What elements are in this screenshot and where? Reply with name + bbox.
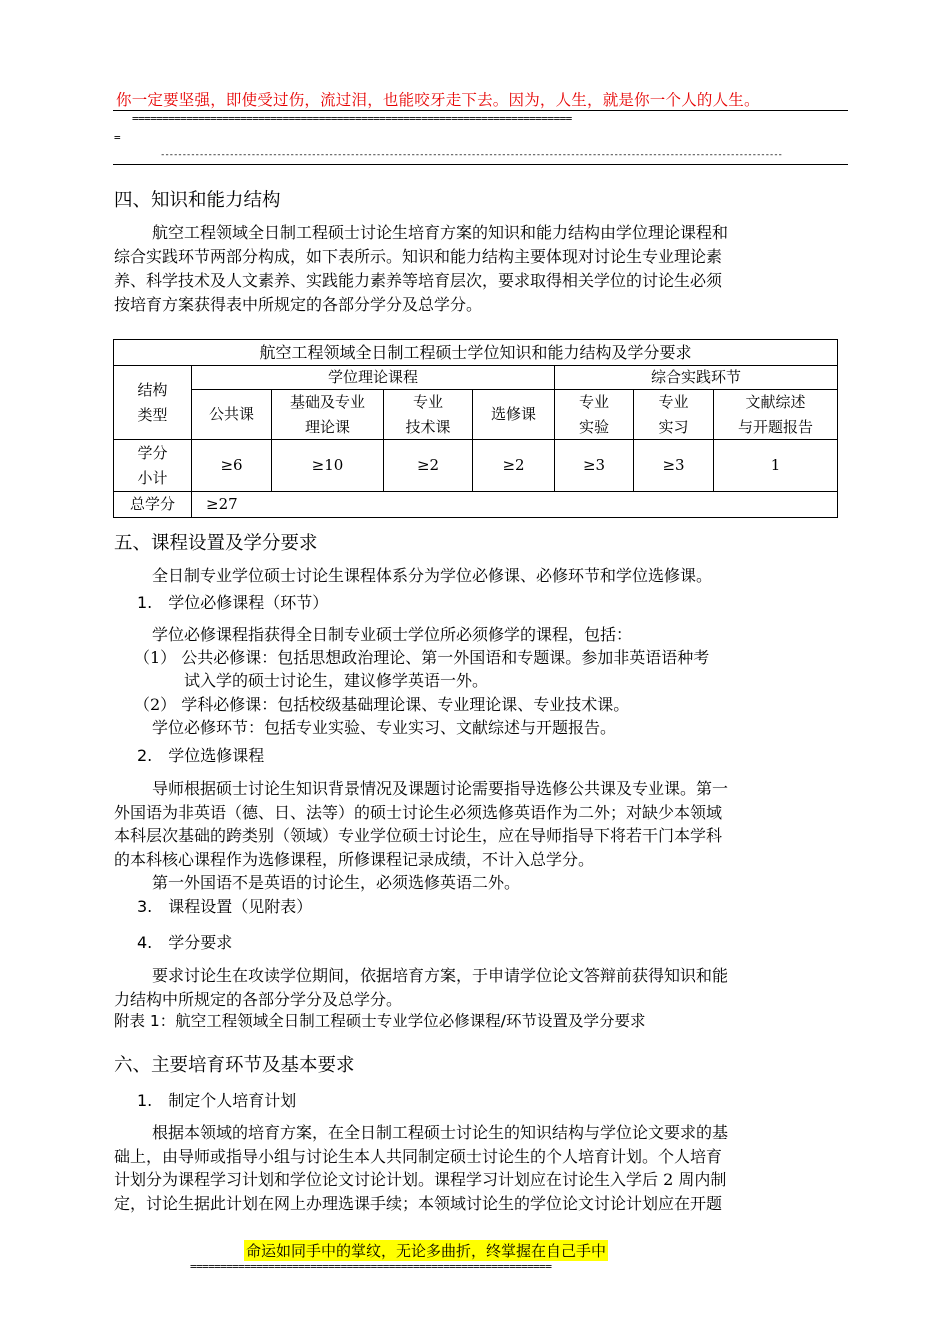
section4-para-line: 按培育方案获得表中所规定的各部分学分及总学分。 [114, 295, 483, 314]
table-cell-credit: ≥3 [555, 440, 634, 492]
table-cell-total: ≥27 [206, 495, 238, 513]
section4-para-line: 养、科学技术及人文素养、实践能力素养等培育层次，要求取得相关学位的讨论生必须 [114, 271, 723, 290]
table-cell-credit: ≥2 [473, 440, 555, 492]
section5-sub4-line: 要求讨论生在攻读学位期间，依据培育方案，于申请学位论文答辩前获得知识和能 [152, 966, 729, 985]
header-bottom-rule [113, 164, 848, 165]
section5-sub1-line: 试入学的硕士讨论生，建议修学英语一外。 [184, 671, 489, 690]
table-cell-credit: ≥6 [192, 440, 272, 492]
table-col-header: 公共课 [192, 390, 272, 440]
section4-para-line: 综合实践环节两部分构成，如下表所示。知识和能力结构主要体现对讨论生专业理论素 [114, 247, 723, 266]
section5-sub1-line: 学位必修课程指获得全日制专业硕士学位所必须修学的课程，包括： [152, 625, 633, 644]
section6-para-line: 根据本领域的培育方案，在全日制工程硕士讨论生的知识结构与学位论文要求的基 [152, 1123, 729, 1142]
section5-sub2-line: 的本科核心课程作为选修课程，所修课程记录成绩，不计入总学分。 [114, 850, 595, 869]
section5-sub1-line: （2） 学科必修课：包括校级基础理论课、专业理论课、专业技术课。 [134, 695, 630, 714]
footer-motto: 命运如同手中的掌纹，无论多曲折，终掌握在自己手中 [246, 1242, 607, 1260]
header-dash-line: ------------------------------------------------------------------------------------------------------------------------------------------------ [160, 150, 782, 160]
table-cell-credit: ≥3 [634, 440, 714, 492]
section6-title: 六、主要培育环节及基本要求 [114, 1055, 355, 1076]
table-col-header: 专业 实习 [634, 390, 714, 440]
footer-equals-line: ============================================================ [190, 1260, 552, 1273]
table-row-header-type: 结构 类型 [114, 366, 192, 440]
section5-sub2-line: 外国语为非英语（德、日、法等）的硕士讨论生必须选修英语作为二外；对缺少本领域 [114, 803, 723, 822]
section5-sub1-line: （1） 公共必修课：包括思想政治理论、第一外国语和专题课。参加非英语语种考 [134, 648, 710, 667]
section5-sub2-line: 本科层次基础的跨类别（领域）专业学位硕士讨论生，应在导师指导下将若干门本学科 [114, 826, 723, 845]
table-row-label-total: 总学分 [114, 492, 192, 517]
header-equals-tail: = [114, 131, 121, 144]
table-group-theory: 学位理论课程 [192, 366, 555, 390]
section6-para-line: 计划分为课程学习计划和学位论文讨论计划。课程学习计划应在讨论生入学后 2 周内制 [114, 1170, 727, 1189]
table-group-practice: 综合实践环节 [555, 366, 837, 390]
section4-para-line: 航空工程领域全日制工程硕士讨论生培育方案的知识和能力结构由学位理论课程和 [152, 223, 729, 242]
section5-sub1-heading: 1. 学位必修课程（环节） [137, 593, 329, 612]
table-cell-credit: ≥2 [384, 440, 473, 492]
table-row-label-credit: 学分 小计 [114, 440, 192, 492]
section5-sub3-heading: 3. 课程设置（见附表） [137, 897, 313, 916]
header-rule [113, 110, 848, 111]
header-equals-line: ========================================================================= [132, 112, 572, 125]
section5-sub4-line: 力结构中所规定的各部分学分及总学分。 [114, 990, 403, 1009]
section5-sub2-line: 第一外国语不是英语的讨论生，必须选修英语二外。 [152, 873, 521, 892]
table-col-header: 基础及专业 理论课 [272, 390, 384, 440]
table-cell-credit: ≥10 [272, 440, 384, 492]
section5-sub2-heading: 2. 学位选修课程 [137, 746, 265, 765]
section6-para-line: 定，讨论生据此计划在网上办理选课手续；本领域讨论生的学位论文讨论计划应在开题 [114, 1194, 723, 1213]
section6-para-line: 础上，由导师或指导小组与讨论生本人共同制定硕士讨论生的个人培育计划。个人培育 [114, 1147, 723, 1166]
table-caption: 航空工程领域全日制工程硕士学位知识和能力结构及学分要求 [114, 340, 837, 366]
header-motto: 你一定要坚强，即使受过伤，流过泪，也能咬牙走下去。因为，人生，就是你一个人的人生。 [116, 91, 760, 109]
section5-sub2-line: 导师根据硕士讨论生知识背景情况及课题讨论需要指导选修公共课及专业课。第一 [152, 779, 729, 798]
section6-sub1-heading: 1. 制定个人培育计划 [137, 1091, 297, 1110]
table-col-header: 选修课 [473, 390, 555, 440]
appendix-note: 附表 1：航空工程领域全日制工程硕士专业学位必修课程/环节设置及学分要求 [114, 1012, 646, 1030]
section5-title: 五、课程设置及学分要求 [114, 533, 318, 554]
credit-structure-table [113, 339, 838, 518]
table-col-header: 专业 实验 [555, 390, 634, 440]
section4-title: 四、知识和能力结构 [114, 190, 281, 211]
table-col-header: 文献综述 与开题报告 [714, 390, 837, 440]
section5-sub4-heading: 4. 学分要求 [137, 933, 233, 952]
section5-intro: 全日制专业学位硕士讨论生课程体系分为学位必修课、必修环节和学位选修课。 [152, 566, 713, 585]
table-col-header: 专业 技术课 [384, 390, 473, 440]
section5-sub1-line: 学位必修环节：包括专业实验、专业实习、文献综述与开题报告。 [152, 718, 617, 737]
table-cell-credit: 1 [714, 440, 837, 492]
